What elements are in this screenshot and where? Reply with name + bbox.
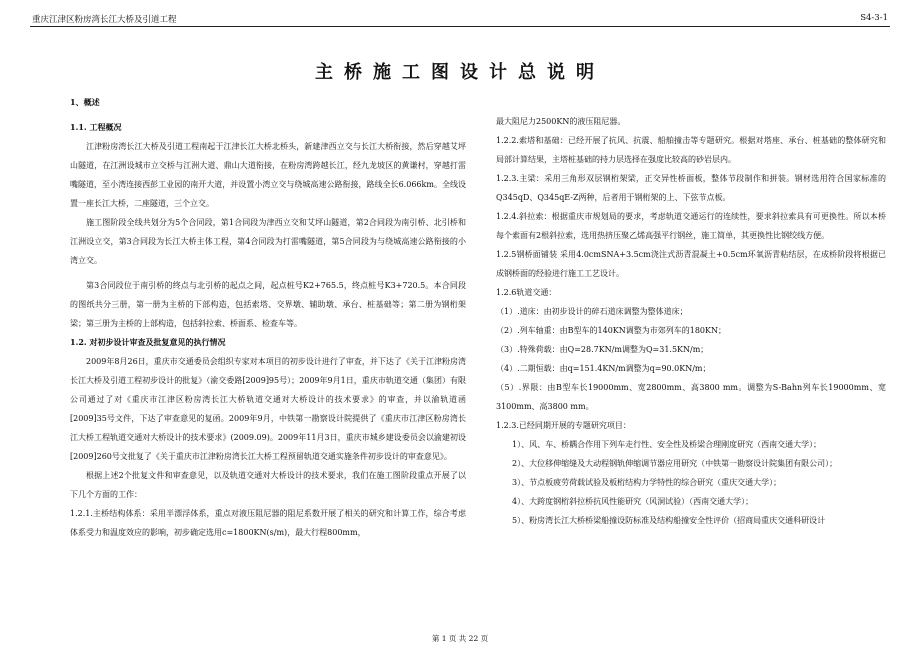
paragraph: 施工图阶段全线共划分为5个合同段，第1合同段为津西立交和艾坪山隧道，第2合同段为南引桥、北引桥和江洲设立交，第3合同段为长江大桥主体工程，第4合同段为打雷嘴隧道，第5合同段为与绕城高速公路衔接的小湾立交。 (70, 218, 466, 265)
list-item: 2）、大位移伸缩缝及大动程钢轨伸缩调节器应用研究（中铁第一勘察设计院集团有限公司）； (512, 459, 838, 468)
list-item: 3）、节点板疲劳荷载试验及板桁结构力学特性的综合研究（重庆交通大学）； (512, 478, 782, 487)
paragraph: 2009年8月26日，重庆市交通委员会组织专家对本项目的初步设计进行了审查，并下达了《关于江津粉房湾长江大桥及引道工程初步设计的批复》（渝交委路[2009]95号）；2009年9月1日，重庆市轨道交通（集团）有限公司通过了对《重庆市江津区粉房湾长江大桥轨道交通对大桥设计的技术要求》的审查，并以渝轨道函[2009]35号文件，下达了审查意见的复函。2009年9月，中铁第一勘察设计院提供了《重庆市江津区粉房湾长江大桥工程轨道交通对大桥设计的技术要求》(2009.09)。2009年11月3日，重庆市城乡建设委员会以渝建初设[2009]260号文批复了《关于重庆市江津粉房湾长江大桥工程预留轨道交通实施条件初步设计的审查意见》。 (70, 357, 466, 461)
paragraph: 1.2.2.索塔和基础：已经开展了抗风、抗震、船舶撞击等专题研究。根据对塔座、承台、桩基础的整体研究和局部计算结果，主塔桩基础的持力层选择在强度比较高的砂岩层内。 (496, 136, 886, 164)
list-item: （1）.道床：由初步设计的碎石道床调整为整体道床； (496, 307, 688, 316)
paragraph: 1.2.4.斜拉索：根据重庆市规划局的要求，考虑轨道交通运行的连续性，要求斜拉索具有可更换性。所以本桥每个索面有2根斜拉索，选用热挤压聚乙烯高强平行钢丝，施工简单，其更换性比钢绞线方便。 (496, 212, 886, 240)
paragraph: 江津粉房湾长江大桥及引道工程南起于江津长江大桥北桥头，新建津西立交与长江大桥衔接，然后穿越艾坪山隧道，在江洲设城市立交桥与江洲大道、鼎山大道衔接，在粉房湾跨越长江，经九龙坡区的黄谦村，穿越打雷嘴隧道，至小湾连接西彭工业园的南开大道，并设置小湾立交与绕城高速公路衔接，路线全长6.066km。全线设置一座长江大桥，二座隧道，三个立交。 (70, 142, 466, 208)
paragraph: 1.2.6轨道交通： (496, 288, 557, 297)
right-column (496, 112, 886, 530)
list-item: （4）.二期恒载：由q=151.4KN/m调整为q=90.0KN/m； (496, 364, 711, 373)
list-item: （5）.界限：由B型车长19000mm、宽2800mm、高3800 mm。调整为S-Bahn列车长19000mm、宽3100mm、高3800 mm。 (496, 383, 886, 411)
list-item: 1）、风、车、桥耦合作用下列车走行性、安全性及桥梁合理刚度研究（西南交通大学）； (512, 440, 822, 449)
subsection-heading-1-1: 1.1. 工程概况 (70, 122, 122, 132)
header-project-name: 重庆江津区粉房湾长江大桥及引道工程 (32, 15, 177, 25)
paragraph: 最大阻尼力2500KN的液压阻尼器。 (496, 117, 626, 126)
left-column (70, 93, 466, 542)
paragraph: 1.2.3.已经同期开展的专题研究项目： (496, 421, 631, 430)
section-heading-overview: 1、概述 (70, 97, 100, 107)
list-item: （2）.列车轴重：由B型车的140KN调整为市郊列车的180KN； (496, 326, 727, 335)
subsection-heading-1-2: 1.2. 对初步设计审查及批复意见的执行情况 (70, 337, 226, 347)
paragraph: 1.2.5钢桥面铺装 采用4.0cmSNA+3.5cm浇注式沥青混凝土+0.5cm环氧沥青粘结层，在成桥阶段将根据已成钢桥面的经验进行施工工艺设计。 (496, 250, 886, 278)
paragraph: 1.2.3.主梁：采用三角形双层钢桁架梁，正交异性桥面板，整体节段制作和拼装。钢材选用符合国家标准的Q345qD、Q345qE-Z两种，后者用于钢桁架的上、下弦节点板。 (496, 174, 886, 202)
header-drawing-number: S4-3-1 (860, 13, 888, 23)
paragraph: 根据上述2个批复文件和审查意见，以及轨道交通对大桥设计的技术要求，我们在施工图阶段重点开展了以下几个方面的工作： (70, 471, 466, 499)
list-item: 5）、粉房湾长江大桥桥梁船撞设防标准及结构船撞安全性评价（招商局重庆交通科研设计 (512, 516, 826, 525)
list-item: 4）、大跨度钢桁斜拉桥抗风性能研究（风洞试验）（西南交通大学）； (512, 497, 754, 506)
paragraph: 第3合同段位于南引桥的终点与北引桥的起点之间，起点桩号K2+765.5，终点桩号K3+720.5。本合同段的图纸共分三册，第一册为主桥的下部构造，包括索塔、交界墩、辅助墩、承台、桩基础等；第二册为钢桁架梁；第三册为主桥的上部构造，包括斜拉索、桥面系、检查车等。 (70, 281, 466, 328)
page-footer: 第 1 页 共 22 页 (431, 634, 489, 643)
list-item: （3）.特殊荷载：由Q=28.7KN/m调整为Q=31.5KN/m； (496, 345, 709, 354)
page-title: 主桥施工图设计总说明 (315, 62, 605, 83)
paragraph: 1.2.1.主桥结构体系：采用半漂浮体系，重点对液压阻尼器的阻尼系数开展了相关的研究和计算工作，综合考虑体系受力和温度效应的影响，初步确定选用c=1800KN(s/m)，最大行程800mm， (70, 509, 466, 537)
header-rule (30, 26, 890, 27)
